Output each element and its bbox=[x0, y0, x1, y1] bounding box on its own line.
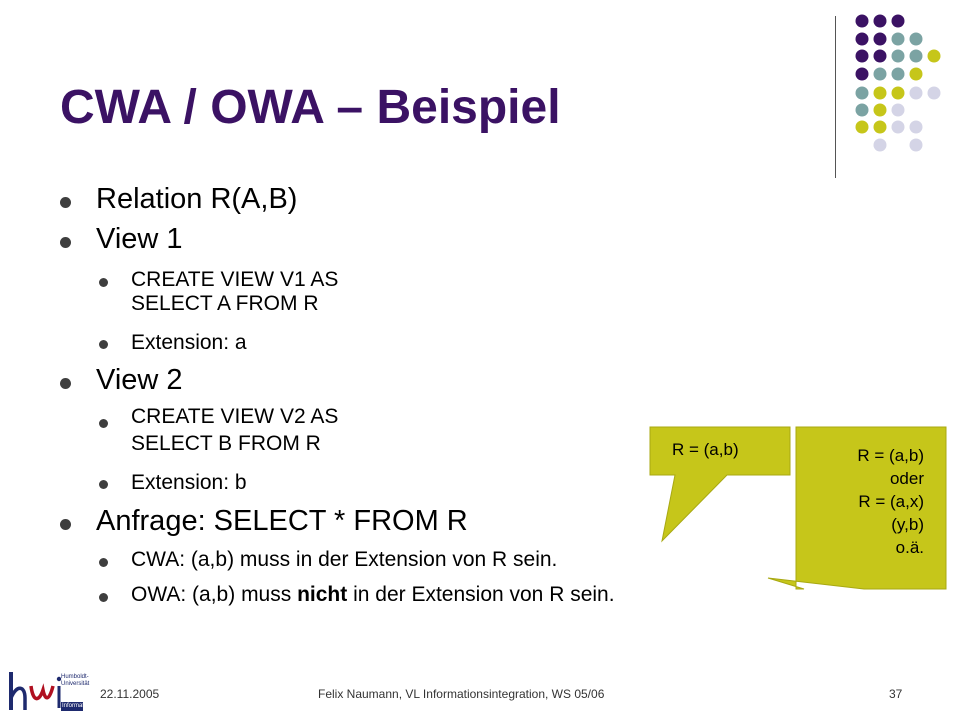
slide-title: CWA / OWA – Beispiel bbox=[60, 81, 561, 134]
callout-2-line: R = (a,x) bbox=[858, 492, 924, 511]
owa-text-post: in der Extension von R sein. bbox=[347, 583, 615, 606]
footer-page-number: 37 bbox=[889, 687, 903, 701]
bullet-relation: Relation R(A,B) bbox=[96, 183, 298, 215]
view1-sql-line1: CREATE VIEW V1 AS bbox=[131, 268, 339, 291]
bullet-query: Anfrage: SELECT * FROM R bbox=[96, 505, 468, 537]
view1-sql-line2: SELECT A FROM R bbox=[131, 292, 319, 315]
footer-center: Felix Naumann, VL Informationsintegration, WS 05/06 bbox=[318, 687, 605, 701]
cwa-statement: CWA: (a,b) muss in der Extension von R sein. bbox=[131, 548, 558, 571]
view2-extension: Extension: b bbox=[131, 471, 247, 494]
callout-2-line: oder bbox=[889, 469, 924, 488]
callout-2-text bbox=[800, 444, 924, 559]
bullet-view1: View 1 bbox=[96, 223, 183, 255]
owa-text-pre: OWA: (a,b) muss bbox=[131, 583, 298, 606]
logo-text-line: Universität bbox=[61, 681, 90, 687]
logo-label: Informatik bbox=[62, 703, 89, 709]
bullet-view2: View 2 bbox=[96, 364, 183, 396]
footer-date: 22.11.2005 bbox=[100, 687, 160, 701]
logo-text-line: Humboldt- bbox=[61, 674, 89, 680]
callout-2-line: R = (a,b) bbox=[857, 446, 924, 465]
view2-sql-line1: CREATE VIEW V2 AS bbox=[131, 405, 339, 428]
logo-text bbox=[61, 674, 89, 688]
owa-text-emphasis: nicht bbox=[297, 583, 348, 606]
callout-2-line: (y,b) bbox=[891, 515, 924, 534]
view1-extension: Extension: a bbox=[131, 331, 247, 354]
callout-2-line: o.ä. bbox=[895, 538, 924, 557]
view2-sql-line2: SELECT B FROM R bbox=[131, 432, 321, 455]
callout-1-text: R = (a,b) bbox=[672, 440, 739, 459]
